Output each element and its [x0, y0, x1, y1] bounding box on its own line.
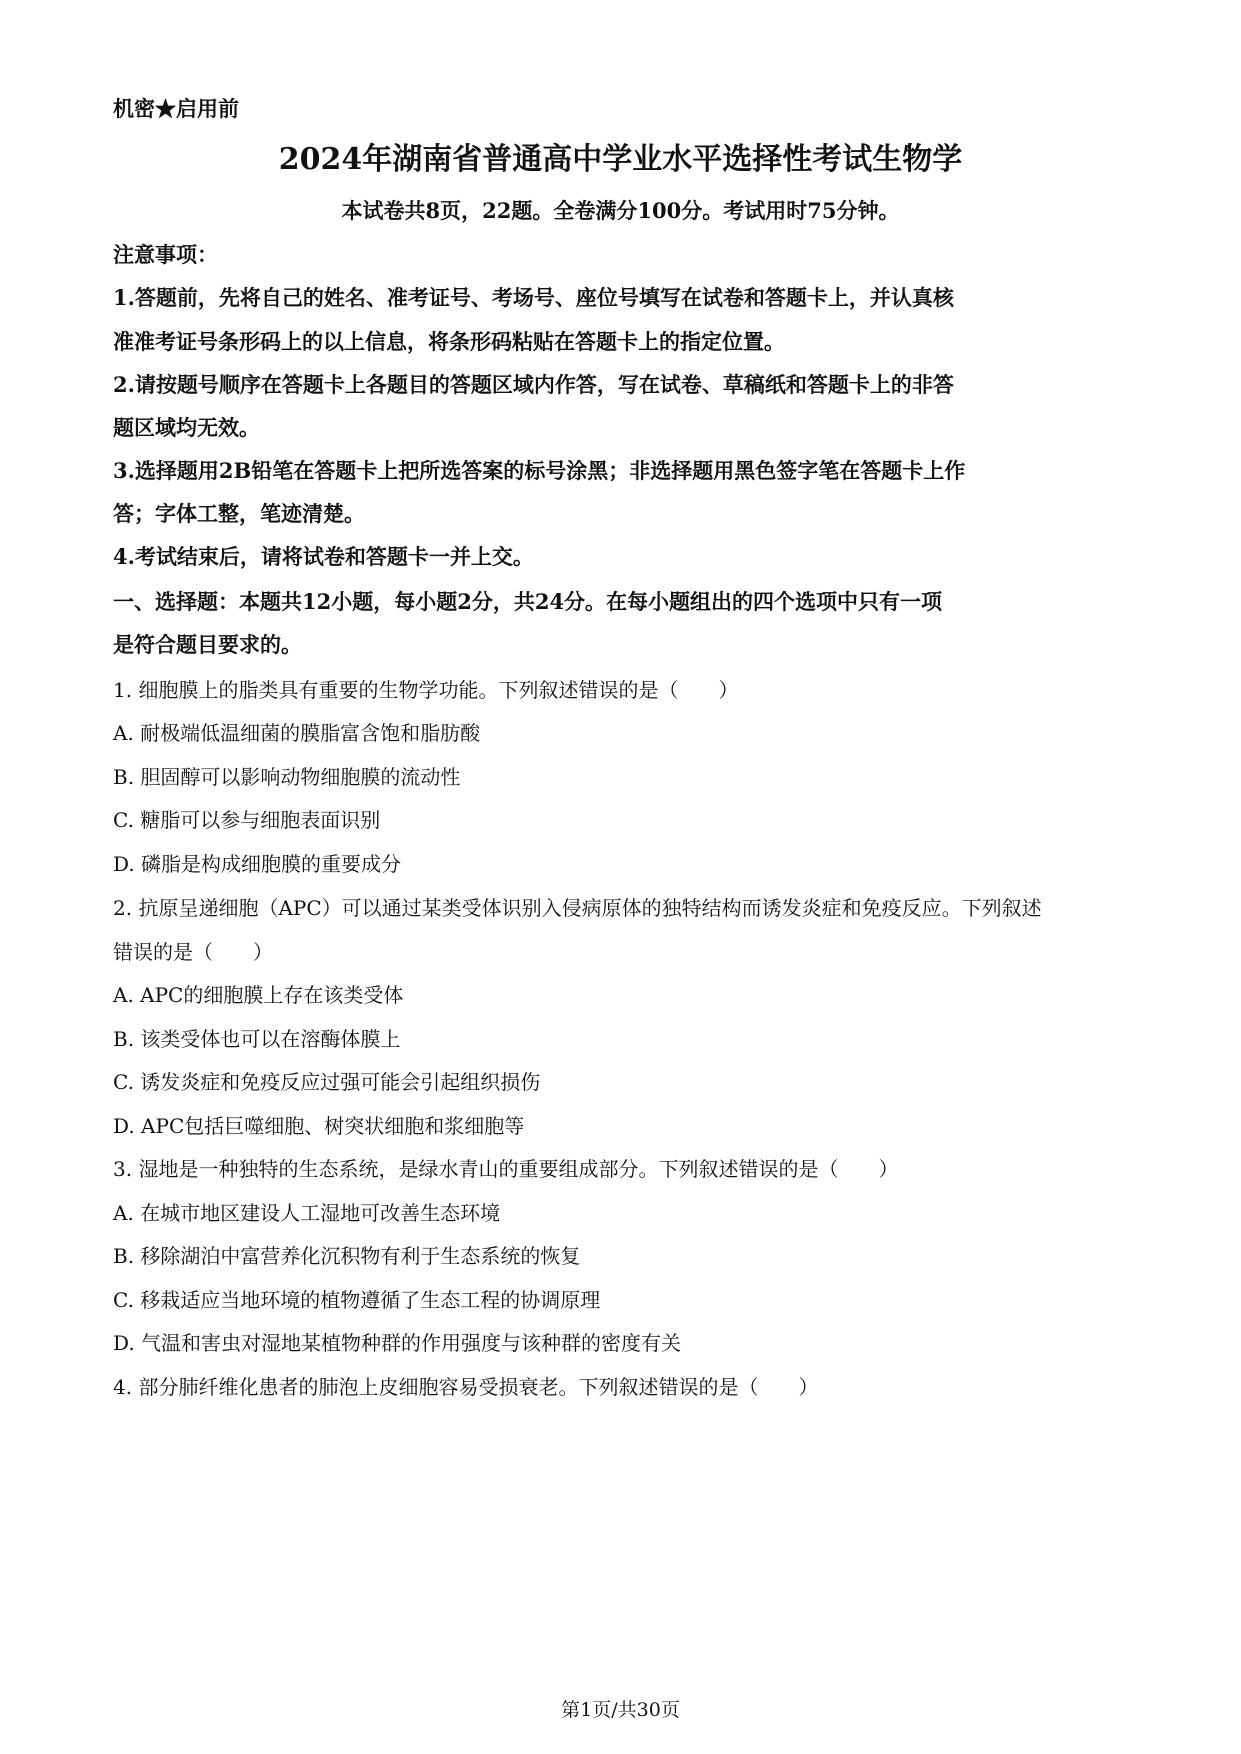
answer-option: A. 在城市地区建设人工湿地可改善生态环境	[113, 1201, 501, 1225]
answer-option: D. 磷脂是构成细胞膜的重要成分	[113, 852, 402, 876]
answer-option: A. 耐极端低温细菌的膜脂富含饱和脂肪酸	[113, 721, 481, 745]
page-title: 2024年湖南省普通高中学业水平选择性考试生物学	[278, 142, 963, 177]
notice-line: 3.选择题用2B铅笔在答题卡上把所选答案的标号涂黑；非选择题用黑色签字笔在答题卡上作	[113, 458, 966, 483]
answer-option: C. 移栽适应当地环境的植物遵循了生态工程的协调原理	[113, 1288, 601, 1312]
question-stem: 4. 部分肺纤维化患者的肺泡上皮细胞容易受损衰老。下列叙述错误的是（ ）	[113, 1375, 819, 1399]
answer-option: A. APC的细胞膜上存在该类受体	[113, 983, 404, 1007]
answer-option: D. 气温和害虫对湿地某植物种群的作用强度与该种群的密度有关	[113, 1331, 682, 1355]
answer-option: C. 诱发炎症和免疫反应过强可能会引起组织损伤	[113, 1070, 541, 1094]
notice-line: 题区域均无效。	[113, 415, 260, 440]
answer-option: D. APC包括巨噬细胞、树突状细胞和浆细胞等	[113, 1114, 525, 1138]
question-stem: 错误的是（ ）	[113, 940, 273, 964]
notice-line: 答；字体工整，笔迹清楚。	[113, 501, 365, 526]
page-number: 第1页/共30页	[561, 1699, 680, 1721]
notice-line: 1.答题前，先将自己的姓名、准考证号、考场号、座位号填写在试卷和答题卡上，并认真核	[113, 285, 954, 310]
exam-subtitle: 本试卷共8页，22题。全卷满分100分。考试用时75分钟。	[341, 198, 900, 223]
question-stem: 1. 细胞膜上的脂类具有重要的生物学功能。下列叙述错误的是（ ）	[113, 678, 739, 702]
answer-option: B. 胆固醇可以影响动物细胞膜的流动性	[113, 765, 461, 789]
answer-option: C. 糖脂可以参与细胞表面识别	[113, 808, 381, 832]
notice-line: 4.考试结束后，请将试卷和答题卡一并上交。	[113, 544, 534, 569]
question-stem: 2. 抗原呈递细胞（APC）可以通过某类受体识别入侵病原体的独特结构而诱发炎症和免疫反应。下列叙述	[113, 896, 1042, 920]
notice-line: 2.请按题号顺序在答题卡上各题目的答题区域内作答，写在试卷、草稿纸和答题卡上的非答	[113, 372, 954, 397]
answer-option: B. 该类受体也可以在溶酶体膜上	[113, 1027, 401, 1051]
section-heading: 一、选择题：本题共12小题，每小题2分，共24分。在每小题组出的四个选项中只有一项	[113, 589, 943, 614]
section-heading: 是符合题目要求的。	[113, 632, 302, 657]
notice-heading: 注意事项：	[113, 242, 218, 267]
confidential-label: 机密★启用前	[113, 96, 239, 121]
answer-option: B. 移除湖泊中富营养化沉积物有利于生态系统的恢复	[113, 1244, 581, 1268]
notice-line: 准准考证号条形码上的以上信息，将条形码粘贴在答题卡上的指定位置。	[113, 329, 785, 354]
question-stem: 3. 湿地是一种独特的生态系统，是绿水青山的重要组成部分。下列叙述错误的是（ ）	[113, 1157, 899, 1181]
